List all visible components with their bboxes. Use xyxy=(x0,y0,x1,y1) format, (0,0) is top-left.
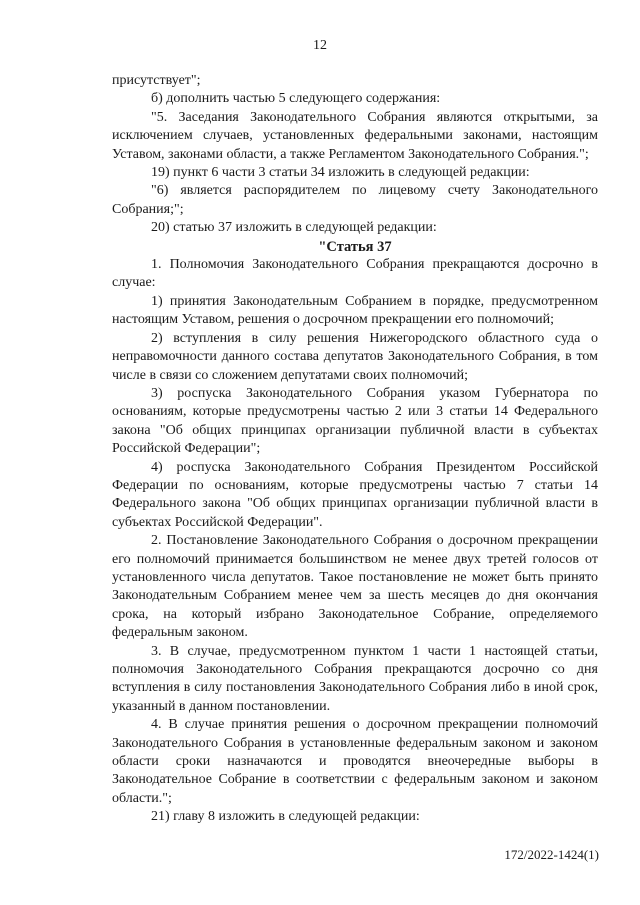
paragraph: "5. Заседания Законодательного Собрания являются открытыми, за исключением случаев, установленных федеральными законами, настоящим Уставом, законами области, а также Регламентом Законодательного Собрания."; xyxy=(112,109,598,162)
paragraph: 21) главу 8 изложить в следующей редакции: xyxy=(151,809,420,825)
paragraph: 1) принятия Законодательным Собранием в порядке, предусмотренном настоящим Уставом, решения о досрочном прекращении его полномочий; xyxy=(112,293,598,328)
paragraph: 4) роспуска Законодательного Собрания Президентом Российской Федерации по основаниям, которые предусмотрены частью 7 статьи 14 Федерального закона "Об общих принципах организации публичной власти в субъектах Российской Федерации". xyxy=(112,459,598,530)
paragraph: 2. Постановление Законодательного Собрания о досрочном прекращении его полномочий принимается большинством не менее двух третей голосов от установленного числа депутатов. Такое постановление не может быть принято Законодательным Собранием менее чем за шесть месяцев до дня окончания срока, на который избрано Законодательное Собрание, определяемого федеральным законом. xyxy=(112,533,598,641)
paragraph: "6) является распорядителем по лицевому счету Законодательного Собрания;"; xyxy=(112,183,598,217)
document-code: 172/2022-1424(1) xyxy=(504,847,599,862)
paragraph: 4. В случае принятия решения о досрочном прекращении полномочий Законодательного Собрания в установленные федеральным законом и законом области сроки назначаются и проводятся внеочередные выборы в Законодательное Собрание в соответствии с федеральным законом и законом области."; xyxy=(112,717,598,806)
paragraph: 3) роспуска Законодательного Собрания указом Губернатора по основаниям, которые предусмотрены частью 2 или 3 статьи 14 Федерального закона "Об общих принципах организации публичной власти в субъектах Российской Федерации"; xyxy=(112,385,598,457)
page-number: 12 xyxy=(313,38,327,53)
paragraph: 20) статью 37 изложить в следующей редакции: xyxy=(151,220,437,236)
paragraph: присутствует"; xyxy=(112,73,201,88)
paragraph: б) дополнить частью 5 следующего содержания: xyxy=(151,91,441,107)
paragraph: 3. В случае, предусмотренном пунктом 1 части 1 настоящей статьи, полномочия Законодательного Собрания прекращаются досрочно со дня вступления в силу постановления Законодательного Собрания либо в иной срок, указанный в данном постановлении. xyxy=(112,643,598,714)
paragraph: 1. Полномочия Законодательного Собрания прекращаются досрочно в случае: xyxy=(112,257,598,291)
paragraph: 19) пункт 6 части 3 статьи 34 изложить в следующей редакции: xyxy=(151,165,530,181)
article-heading: "Статья 37 xyxy=(318,238,392,255)
paragraph: 2) вступления в силу решения Нижегородского областного суда о неправомочности данного состава депутатов Законодательного Собрания, в том числе в связи со сложением депутатами своих полномочий; xyxy=(112,330,598,383)
document-body xyxy=(112,72,598,827)
